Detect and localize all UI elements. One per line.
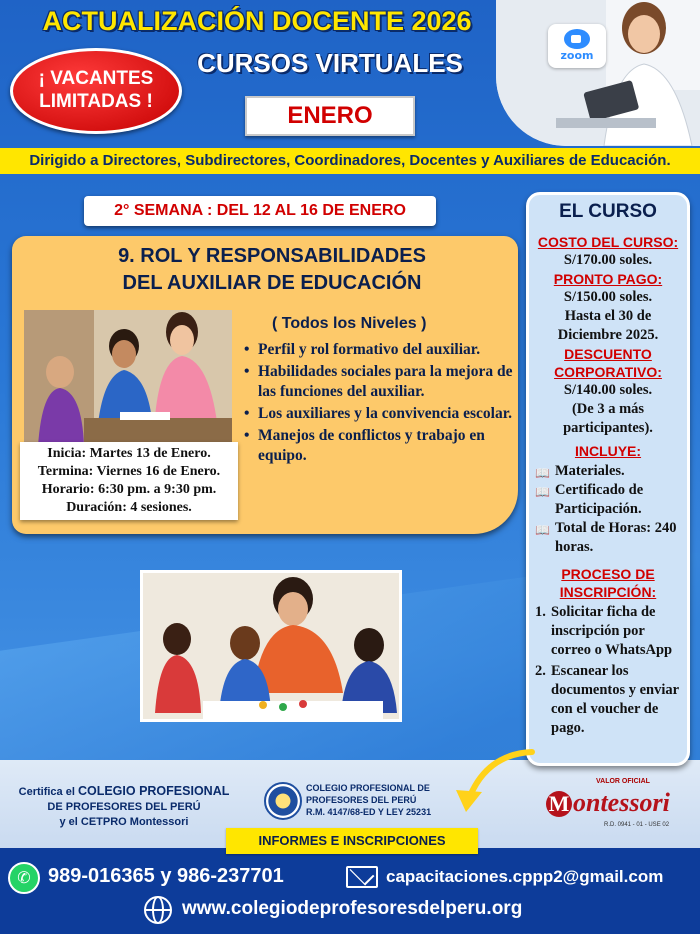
vacantes-line-1: ¡ VACANTES: [38, 68, 154, 90]
cost-label: COSTO DEL CURSO:: [537, 234, 679, 250]
process-steps: [535, 603, 681, 738]
topic-item: • Perfil y rol formativo del auxiliar.: [244, 340, 514, 360]
college-seal-logo: [264, 782, 302, 820]
certifica-line-2: DE PROFESORES DEL PERÚ: [47, 801, 201, 813]
corporate-label-2: CORPORATIVO:: [554, 364, 662, 380]
book-icon: 📖: [535, 466, 550, 480]
schedule-end: Termina: Viernes 16 de Enero.: [37, 464, 221, 479]
montessori-word: ontessori: [573, 788, 670, 817]
schedule-duration: Duración: 4 sesiones.: [66, 500, 192, 515]
teacher-illustration: [496, 0, 700, 146]
zoom-logo: [548, 24, 606, 68]
early-payment-deadline: Hasta el 30 de Diciembre 2025.: [557, 308, 659, 343]
course-info-sidebar: [526, 192, 690, 766]
whatsapp-icon: ✆: [8, 862, 40, 894]
vacantes-line-2: LIMITADAS !: [39, 91, 153, 112]
topic-item: • Manejos de conflictos y trabajo en equipo.: [244, 426, 514, 466]
certifica-line-3: y el CETPRO Montessori: [59, 816, 189, 828]
cost-value: S/170.00 soles.: [563, 252, 653, 268]
college-name-2: PROFESORES DEL PERÚ: [306, 795, 417, 805]
process-step: [535, 662, 681, 738]
subtitle: CURSOS VIRTUALES: [197, 48, 463, 78]
montessori-top-text: VALOR OFICIAL: [596, 778, 650, 785]
footer-bar: [0, 848, 700, 934]
include-text: Total de Horas: 240 horas.: [555, 520, 677, 555]
includes-label: INCLUYE:: [574, 443, 642, 459]
college-name-block: [306, 782, 456, 818]
montessori-logo: [546, 778, 686, 838]
course-title-line-2: DEL AUXILIAR DE EDUCACIÓN: [122, 272, 422, 294]
course-title-line-1: 9. ROL Y RESPONSABILIDADES: [118, 245, 426, 267]
schedule-start: Inicia: Martes 13 de Enero.: [47, 446, 211, 461]
curved-arrow-icon: [448, 746, 538, 816]
certification-text: [18, 784, 230, 830]
schedule-hours: Horario: 6:30 pm. a 9:30 pm.: [41, 482, 217, 497]
include-text: Certificado de Participación.: [555, 482, 644, 517]
montessori-bottom-text: R.D. 0941 - 01 - USE 02: [604, 822, 670, 828]
website-link[interactable]: www.colegiodeprofesoresdelperu.org: [182, 898, 523, 919]
topics-list: [244, 340, 514, 468]
book-icon: 📖: [535, 523, 550, 537]
corporate-note: (De 3 a más participantes).: [563, 401, 653, 436]
process-label-2: INSCRIPCIÓN:: [559, 584, 657, 600]
certifica-college: COLEGIO PROFESIONAL: [77, 784, 230, 798]
certifica-prefix: Certifica el: [18, 786, 75, 798]
course-levels: ( Todos los Niveles ): [272, 315, 427, 332]
email-address[interactable]: capacitaciones.cppp2@gmail.com: [386, 867, 664, 886]
course-title: [94, 243, 450, 297]
zoom-camera-icon: [564, 29, 590, 49]
main-title: ACTUALIZACIÓN DOCENTE 2026: [42, 6, 472, 36]
montessori-name: [546, 788, 670, 818]
mail-icon: [346, 866, 378, 888]
topic-item: • Los auxiliares y la convivencia escolar.: [244, 404, 514, 424]
week-badge: 2° SEMANA : DEL 12 AL 16 DE ENERO: [84, 196, 436, 226]
kids-illustration: [143, 573, 399, 719]
include-item: [535, 519, 681, 557]
informes-banner: INFORMES E INSCRIPCIONES: [226, 828, 478, 854]
include-item: [535, 462, 681, 481]
vacantes-badge: [10, 48, 182, 134]
step-number: 2.: [535, 663, 546, 679]
globe-icon: [144, 896, 172, 924]
college-law: R.M. 4147/68-ED Y LEY 25231: [306, 807, 432, 817]
sidebar-title: EL CURSO: [559, 201, 657, 222]
photo-teacher-at-desk: [496, 0, 700, 146]
college-name-1: COLEGIO PROFESIONAL DE: [306, 783, 430, 793]
step-number: 1.: [535, 604, 546, 620]
photo-classroom: [24, 310, 232, 446]
early-payment-value: S/150.00 soles.: [563, 289, 653, 305]
audience-banner: Dirigido a Directores, Subdirectores, Coordinadores, Docentes y Auxiliares de Educación.: [0, 148, 700, 174]
month-badge: ENERO: [245, 96, 415, 136]
step-text: Escanear los documentos y enviar con el voucher de pago.: [551, 663, 679, 736]
corporate-value: S/140.00 soles.: [563, 382, 653, 398]
step-text: Solicitar ficha de inscripción por correo o WhatsApp: [551, 604, 673, 658]
corporate-label-1: DESCUENTO: [564, 346, 652, 362]
includes-list: [535, 462, 681, 557]
classroom-illustration: [24, 310, 232, 446]
book-icon: 📖: [535, 485, 550, 499]
photo-teacher-with-kids: [140, 570, 402, 722]
zoom-label: zoom: [560, 49, 594, 62]
early-payment-label: PRONTO PAGO:: [553, 271, 663, 287]
include-item: [535, 481, 681, 519]
montessori-m-mark: M: [546, 791, 572, 817]
phone-numbers[interactable]: 989-016365 y 986-237701: [48, 865, 284, 887]
process-step: [535, 603, 681, 660]
topic-item: • Habilidades sociales para la mejora de las funciones del auxiliar.: [244, 362, 514, 402]
include-text: Materiales.: [555, 463, 625, 479]
schedule-box: [20, 442, 238, 520]
process-label-1: PROCESO DE: [561, 566, 655, 582]
